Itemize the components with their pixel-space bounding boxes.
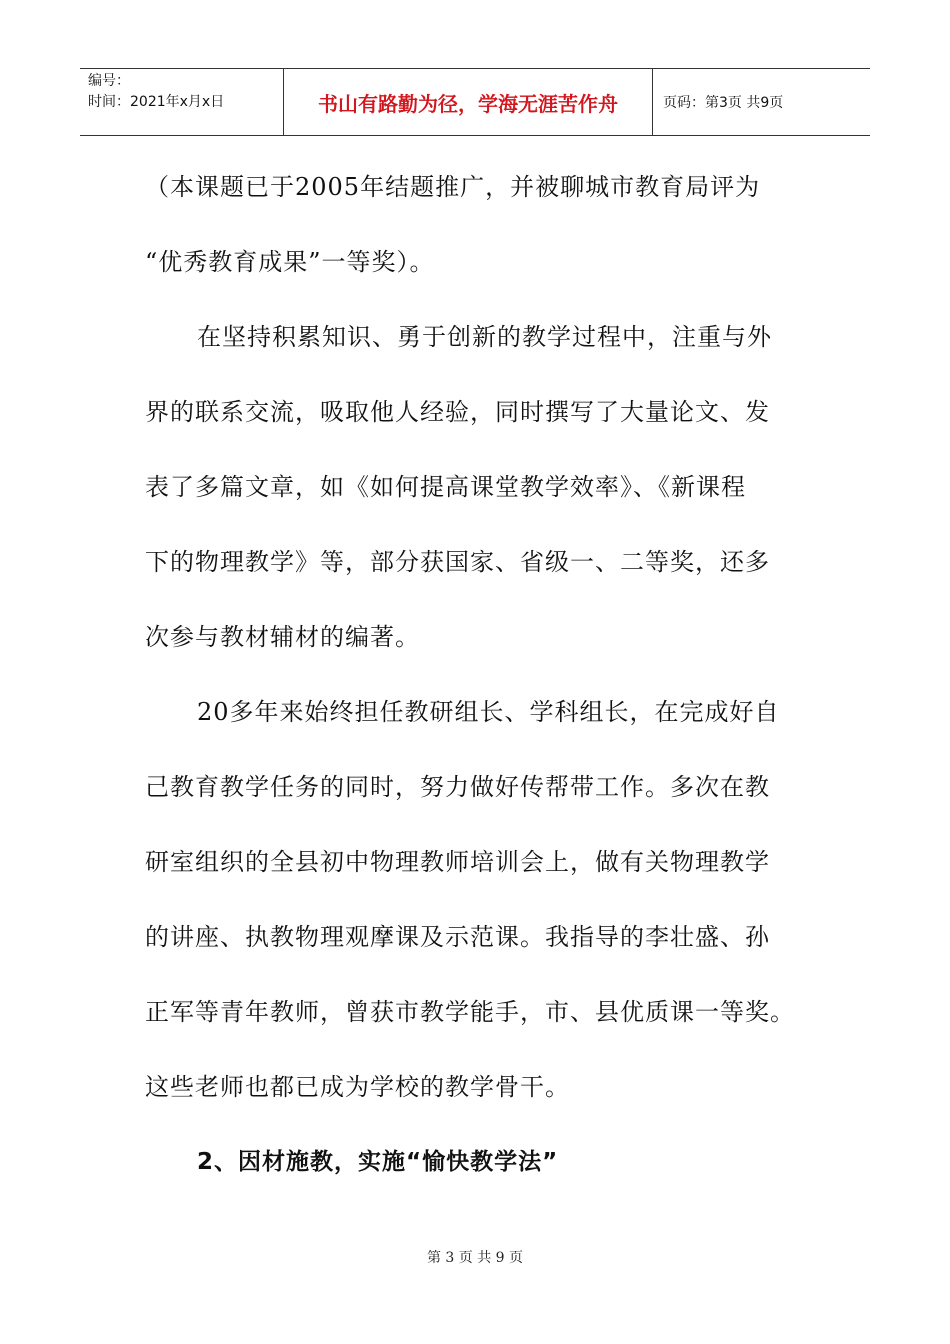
paragraph-3-line-3: 研室组织的全县初中物理教师培训会上，做有关物理教学 [145,848,770,876]
paragraph-2-line-3: 表了多篇文章，如《如何提高课堂教学效率》、《新课程 [145,473,746,501]
paragraph-3-line-1: 20多年来始终担任教研组长、学科组长，在完成好自 [197,698,780,726]
header-motto: 书山有路勤为径，学海无涯苦作舟 [284,69,653,135]
paragraph-3-line-4: 的讲座、执教物理观摩课及示范课。我指导的李壮盛、孙 [145,923,770,951]
header-info-cell [80,69,284,135]
paragraph-2-line-1: 在坚持积累知识、勇于创新的教学过程中，注重与外 [197,323,772,351]
paragraph-3-line-2: 己教育教学任务的同时，努力做好传帮带工作。多次在教 [145,773,770,801]
page-footer: 第 3 页 共 9 页 [426,1250,524,1266]
paragraph-3-line-5: 正军等青年教师，曾获市教学能手，市、县优质课一等奖。 [145,998,795,1026]
paragraph-1-line-1: （本课题已于2005年结题推广，并被聊城市教育局评为 [145,173,761,201]
page-header [80,68,870,136]
paragraph-2-line-5: 次参与教材辅材的编著。 [145,623,420,651]
document-number-label: 编号： [88,73,130,89]
paragraph-2-line-2: 界的联系交流，吸取他人经验，同时撰写了大量论文、发 [145,398,770,426]
paragraph-2-line-4: 下的物理教学》等，部分获国家、省级一、二等奖，还多 [145,548,770,576]
paragraph-1-line-2: “优秀教育成果”一等奖）。 [145,248,435,276]
header-page-code: 页码：第3页 共9页 [663,95,784,111]
paragraph-3-line-6: 这些老师也都已成为学校的教学骨干。 [145,1073,570,1101]
document-time-label: 时间：2021年x月x日 [88,94,225,110]
section-heading: 2、因材施教，实施“愉快教学法” [197,1149,559,1175]
document-body [145,166,805,1216]
